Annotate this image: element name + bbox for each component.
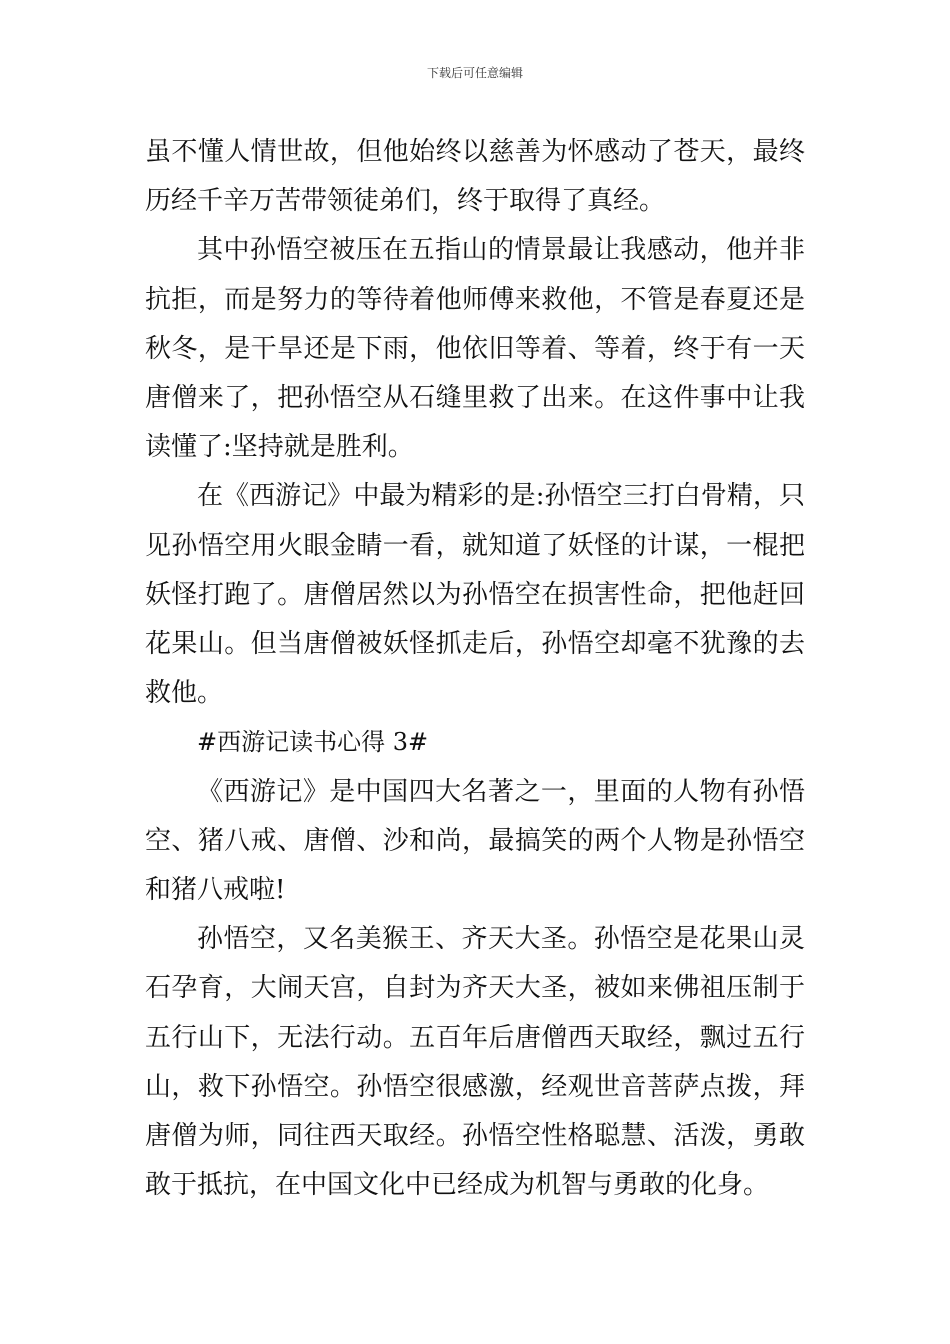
paragraph-sun-wukong: 孙悟空，又名美猴王、齐天大圣。孙悟空是花果山灵石孕育，大闹天宫，自封为齐天大圣，被如来佛祖压制于五行山下，无法行动。五百年后唐僧西天取经，飘过五行山，救下孙悟空。孙悟空很感激，经观世音菩萨点拨，拜唐僧为师，同往西天取经。孙悟空性格聪慧、活泼，勇敢敢于抵抗，在中国文化中已经成为机智与勇敢的化身。 [145, 924, 805, 1201]
paragraph-intro-characters: 《西游记》是中国四大名著之一，里面的人物有孙悟空、猪八戒、唐僧、沙和尚，最搞笑的两个人物是孙悟空和猪八戒啦! [145, 776, 805, 906]
page-header: 下载后可任意编辑 [426, 66, 523, 80]
paragraph-baigujing: 在《西游记》中最为精彩的是:孙悟空三打白骨精，只见孙悟空用火眼金睛一看，就知道了妖怪的计谋，一棍把妖怪打跑了。唐僧居然以为孙悟空在损害性命，把他赶回花果山。但当唐僧被妖怪抓走后，孙悟空却毫不犹豫的去救他。 [145, 481, 805, 709]
paragraph-continued: 虽不懂人情世故，但他始终以慈善为怀感动了苍天，最终历经千辛万苦带领徒弟们，终于取得了真经。 [145, 137, 805, 217]
section-heading: #西游记读书心得 3# [197, 728, 429, 757]
paragraph-wuzhishan: 其中孙悟空被压在五指山的情景最让我感动，他并非抗拒，而是努力的等待着他师傅来救他，不管是春夏还是秋冬，是干旱还是下雨，他依旧等着、等着，终于有一天唐僧来了，把孙悟空从石缝里救了出来。在这件事中让我读懂了:坚持就是胜利。 [145, 235, 805, 463]
document-body [145, 128, 805, 1210]
